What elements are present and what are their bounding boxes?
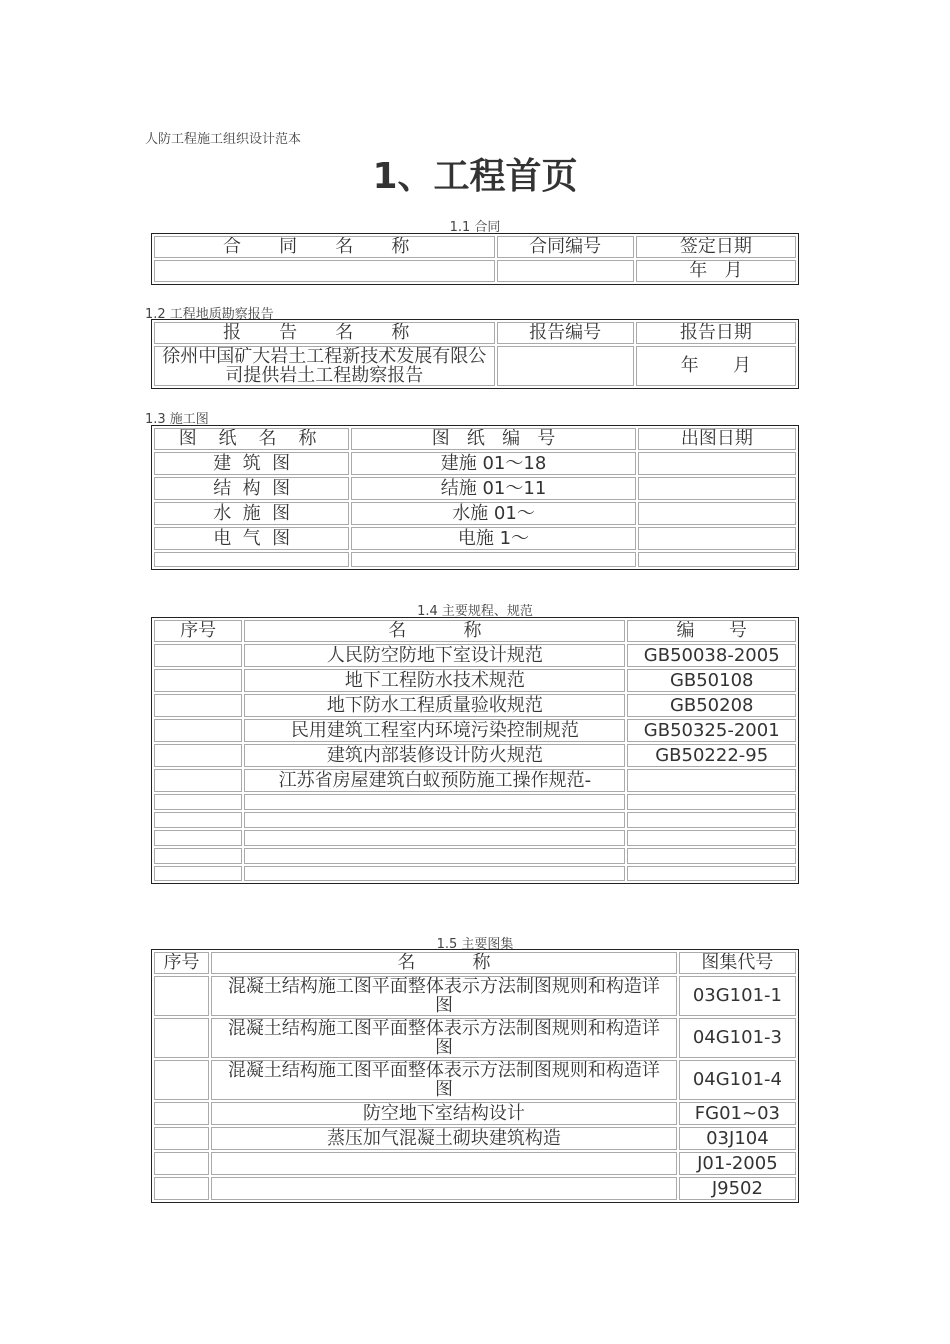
table-cell (154, 744, 242, 767)
table-cell: GB50108 (627, 669, 796, 692)
header-cell: 图 纸 名 称 (154, 428, 349, 450)
table-cell: 建筑内部装修设计防火规范 (244, 744, 625, 767)
survey-table (151, 319, 799, 389)
table-cell (497, 346, 634, 386)
table-cell (154, 644, 242, 667)
table-cell: 03G101-1 (679, 976, 796, 1016)
table-cell: 年 月 (636, 260, 796, 282)
standards-caption: 1.4 主要规程、规范 (417, 604, 533, 619)
table-cell: 电 气 图 (154, 527, 349, 550)
table-cell (154, 1018, 209, 1058)
table-cell (244, 794, 625, 810)
table-cell (638, 477, 796, 500)
contract-table (151, 233, 799, 285)
table-cell (627, 848, 796, 864)
table-cell (627, 812, 796, 828)
header-cell: 图集代号 (679, 952, 796, 974)
table-cell: 蒸压加气混凝土砌块建筑构造 (211, 1127, 677, 1150)
atlases-caption: 1.5 主要图集 (436, 937, 514, 952)
table-cell (638, 502, 796, 525)
table-cell: GB50325-2001 (627, 719, 796, 742)
table-cell (638, 452, 796, 475)
table-cell (627, 866, 796, 881)
table-cell (154, 260, 495, 282)
header-cell: 报告编号 (497, 322, 634, 344)
table-cell: GB50222-95 (627, 744, 796, 767)
header-cell: 图 纸 编 号 (351, 428, 635, 450)
contract-caption: 1.1 合同 (449, 220, 501, 235)
table-cell (638, 527, 796, 550)
drawings-table (151, 425, 799, 570)
table-cell: GB50038-2005 (627, 644, 796, 667)
table-cell: 建 筑 图 (154, 452, 349, 475)
document-header: 人防工程施工组织设计范本 (145, 132, 302, 147)
table-cell (154, 669, 242, 692)
table-cell (244, 866, 625, 881)
table-cell: 混凝土结构施工图平面整体表示方法制图规则和构造详图 (211, 1060, 677, 1100)
table-cell (154, 976, 209, 1016)
standards-table (151, 617, 799, 884)
table-cell: J9502 (679, 1177, 796, 1200)
table-cell (154, 719, 242, 742)
table-cell: 混凝土结构施工图平面整体表示方法制图规则和构造详图 (211, 976, 677, 1016)
table-cell (211, 1152, 677, 1175)
table-cell (627, 769, 796, 792)
table-cell: 电施 1～ (351, 527, 635, 550)
header-cell: 序号 (154, 620, 242, 642)
table-cell (497, 260, 634, 282)
table-cell (154, 794, 242, 810)
table-cell (154, 848, 242, 864)
table-cell (627, 830, 796, 846)
header-cell: 名 称 (244, 620, 625, 642)
survey-caption: 1.2 工程地质勘察报告 (145, 307, 274, 322)
table-cell (154, 1152, 209, 1175)
table-cell: 结施 01～11 (351, 477, 635, 500)
table-cell (627, 794, 796, 810)
table-cell: 结 构 图 (154, 477, 349, 500)
table-cell: 建施 01～18 (351, 452, 635, 475)
table-cell (244, 812, 625, 828)
table-cell (154, 866, 242, 881)
table-cell: 地下防水工程质量验收规范 (244, 694, 625, 717)
table-cell (154, 1102, 209, 1125)
table-cell (154, 769, 242, 792)
header-cell: 合同编号 (497, 236, 634, 258)
table-cell: 地下工程防水技术规范 (244, 669, 625, 692)
table-cell: 混凝土结构施工图平面整体表示方法制图规则和构造详图 (211, 1018, 677, 1058)
table-cell: 03J104 (679, 1127, 796, 1150)
header-cell: 编 号 (627, 620, 796, 642)
table-cell: 江苏省房屋建筑白蚁预防施工操作规范- (244, 769, 625, 792)
table-cell: FG01~03 (679, 1102, 796, 1125)
header-cell: 报 告 名 称 (154, 322, 495, 344)
table-cell: 防空地下室结构设计 (211, 1102, 677, 1125)
table-cell (154, 552, 349, 567)
table-cell: 年 月 (636, 346, 796, 386)
table-cell (154, 830, 242, 846)
table-cell (244, 830, 625, 846)
table-cell (244, 848, 625, 864)
header-cell: 报告日期 (636, 322, 796, 344)
page-title: 1、工程首页 (372, 156, 578, 197)
table-cell (638, 552, 796, 567)
table-cell: 04G101-4 (679, 1060, 796, 1100)
drawings-caption: 1.3 施工图 (145, 412, 209, 427)
table-cell: 人民防空防地下室设计规范 (244, 644, 625, 667)
header-cell: 出图日期 (638, 428, 796, 450)
header-cell: 序号 (154, 952, 209, 974)
table-cell: 水施 01～ (351, 502, 635, 525)
table-cell: 水 施 图 (154, 502, 349, 525)
table-cell: J01-2005 (679, 1152, 796, 1175)
table-cell (154, 1177, 209, 1200)
table-cell (154, 1060, 209, 1100)
table-cell (154, 694, 242, 717)
table-cell: 04G101-3 (679, 1018, 796, 1058)
table-cell: 徐州中国矿大岩土工程新技术发展有限公司提供岩土工程勘察报告 (154, 346, 495, 386)
table-cell (211, 1177, 677, 1200)
header-cell: 名 称 (211, 952, 677, 974)
table-cell (154, 812, 242, 828)
atlases-table (151, 949, 799, 1203)
table-cell (351, 552, 635, 567)
table-cell: 民用建筑工程室内环境污染控制规范 (244, 719, 625, 742)
table-cell (154, 1127, 209, 1150)
table-cell: GB50208 (627, 694, 796, 717)
header-cell: 合 同 名 称 (154, 236, 495, 258)
header-cell: 签定日期 (636, 236, 796, 258)
